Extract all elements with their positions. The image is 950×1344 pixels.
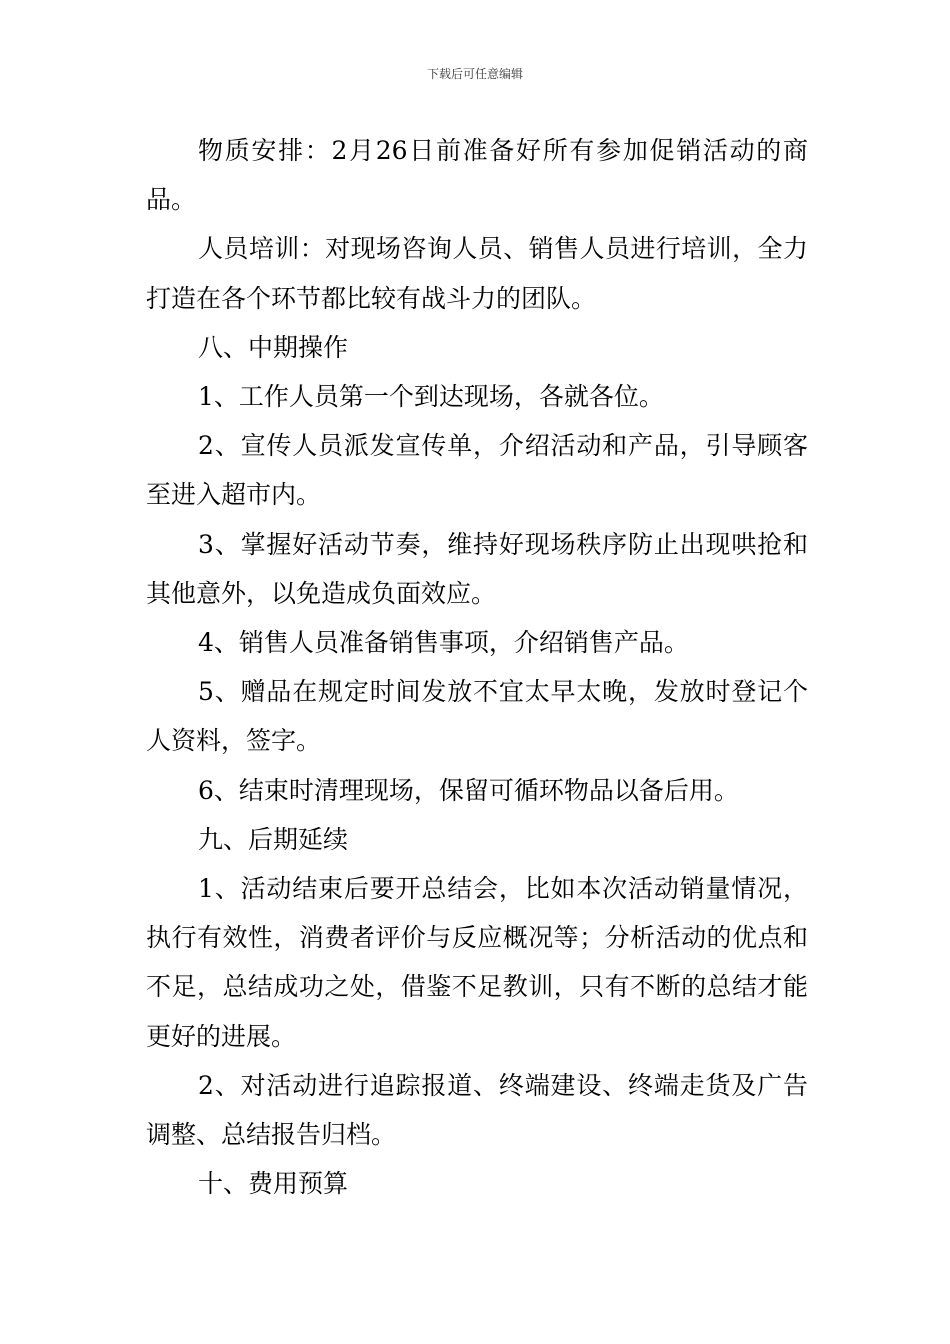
paragraph-staff-training: 人员培训：对现场咨询人员、销售人员进行培训，全力打造在各个环节都比较有战斗力的团队。 xyxy=(146,234,808,313)
section-heading-budget: 十、费用预算 xyxy=(198,1169,349,1199)
list-item: 4、销售人员准备销售事项，介绍销售产品。 xyxy=(198,628,689,658)
list-item: 1、工作人员第一个到达现场，各就各位。 xyxy=(198,382,664,412)
list-item: 3、掌握好活动节奏，维持好现场秩序防止出现哄抢和其他意外，以免造成负面效应。 xyxy=(146,529,808,608)
section-heading-follow-up: 九、后期延续 xyxy=(198,824,349,854)
list-item: 5、赠品在规定时间发放不宜太早太晚，发放时登记个人资料，签字。 xyxy=(146,677,808,756)
list-item: 2、宣传人员派发宣传单，介绍活动和产品，引导顾客至进入超市内。 xyxy=(146,431,808,510)
paragraph-material-arrangement: 物质安排：2月26日前准备好所有参加促销活动的商品。 xyxy=(146,136,808,215)
page-header: 下载后可任意编辑 xyxy=(426,67,523,81)
list-item: 2、对活动进行追踪报道、终端建设、终端走货及广告调整、总结报告归档。 xyxy=(146,1070,808,1150)
document-body xyxy=(146,126,808,1208)
list-item: 6、结束时清理现场，保留可循环物品以备后用。 xyxy=(198,775,739,805)
list-item: 1、活动结束后要开总结会，比如本次活动销量情况，执行有效性，消费者评价与反应概况等；分析活动的优点和不足，总结成功之处，借鉴不足教训，只有不断的总结才能更好的进展。 xyxy=(146,874,808,1051)
section-heading-mid-stage: 八、中期操作 xyxy=(198,332,349,362)
